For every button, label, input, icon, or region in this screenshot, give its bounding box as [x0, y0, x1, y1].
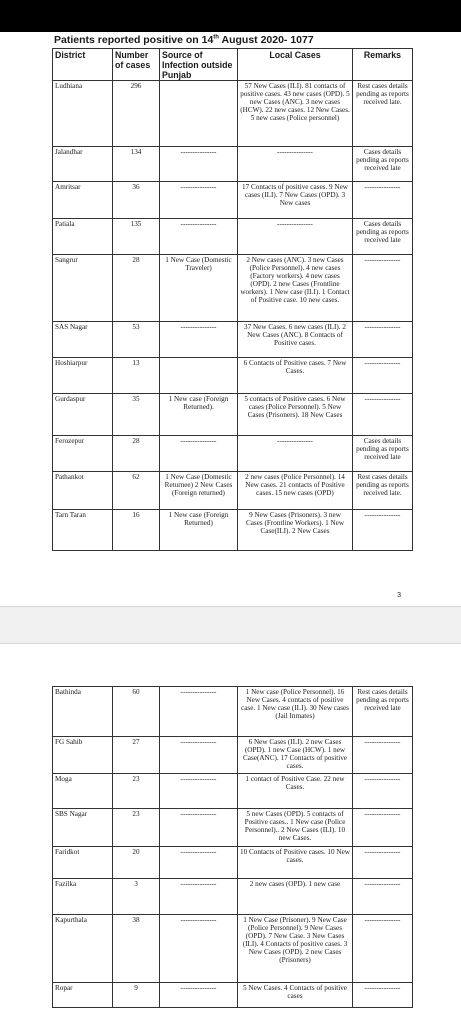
- cell-source: ---------------: [160, 879, 238, 915]
- table-row: [53, 81, 413, 147]
- cell-local: 1 New case (Police Personnel). 16 New Cases. 4 contacts of positive case. 1 New case (ILI). 30 New cases (Jail Inmates): [238, 687, 353, 737]
- cell-local: 2 new cases (OPD). 1 new case: [238, 879, 353, 915]
- table-row: [53, 436, 413, 472]
- cell-source: ---------------: [160, 322, 238, 358]
- cell-source: ---------------: [160, 737, 238, 774]
- cell-remarks: ---------------: [353, 809, 413, 847]
- table-body-page-4: [53, 687, 413, 1008]
- header-remarks: Remarks: [353, 49, 413, 81]
- cell-local: 6 Contacts of Positive cases. 7 New Cases.: [238, 358, 353, 394]
- cell-source: ---------------: [160, 847, 238, 879]
- cell-district: Pathankot: [53, 472, 113, 510]
- cell-local: 5 contacts of Positive cases. 6 New cases (Police Personnel). 5 New Cases (Prisoners). 18 New Cases: [238, 394, 353, 436]
- table-header-row: [53, 49, 413, 81]
- cell-source: 1 New Case (Domestic Returnee) 2 New Cases (Foreign returned): [160, 472, 238, 510]
- cell-remarks: Rest cases details pending as reports received late: [353, 687, 413, 737]
- cell-district: Ferozepur: [53, 436, 113, 472]
- header-source-of-infection: Source of Infection outside Punjab: [160, 49, 238, 81]
- cell-local: ---------------: [238, 219, 353, 255]
- cell-local: 2 new cases (Police Personnel). 14 New cases. 21 contacts of Positive cases. 15 new cases (OPD): [238, 472, 353, 510]
- cell-local: 6 New Cases (ILI). 2 new Cases (OPD). 1 new Case (HCW). 1 new Case(ANC). 17 Contacts of positive cases.: [238, 737, 353, 774]
- cell-source: [160, 81, 238, 147]
- cell-local: 2 New cases (ANC). 3 new Cases (Police Personnel). 4 new cases (Factory workers). 4 new cases (OPD). 2 new Cases (Frontline workers). 1 New case (ILI). 1 Contact of Positive case. 10 new cases.: [238, 255, 353, 322]
- cell-district: Sangrur: [53, 255, 113, 322]
- title-tail: August 2020- 1077: [218, 34, 314, 46]
- header-number-of-cases: Number of cases: [113, 49, 160, 81]
- cell-remarks: ---------------: [353, 847, 413, 879]
- cell-source: ---------------: [160, 182, 238, 219]
- cell-number: 16: [113, 510, 160, 551]
- cell-source: ---------------: [160, 983, 238, 1008]
- cell-number: 62: [113, 472, 160, 510]
- cell-number: 27: [113, 737, 160, 774]
- cell-source: ---------------: [160, 687, 238, 737]
- cell-number: 9: [113, 983, 160, 1008]
- cell-remarks: ---------------: [353, 737, 413, 774]
- title-text: Patients reported positive on 14: [54, 34, 214, 46]
- table-row: [53, 687, 413, 737]
- cases-table-page-4: [52, 686, 413, 1008]
- table-row: [53, 219, 413, 255]
- table-row: [53, 255, 413, 322]
- cell-district: Bathinda: [53, 687, 113, 737]
- cell-local: 37 New Cases. 6 new cases (ILI). 2 New Cases (ANC). 8 Contacts of Positive cases.: [238, 322, 353, 358]
- cell-local: ---------------: [238, 436, 353, 472]
- cell-number: 23: [113, 809, 160, 847]
- cell-district: Moga: [53, 774, 113, 809]
- header-district: District: [53, 49, 113, 81]
- header-local-cases: Local Cases: [238, 49, 353, 81]
- cell-source: ---------------: [160, 219, 238, 255]
- document-page-4: [0, 644, 461, 1024]
- cell-remarks: Rest cases details pending as reports received late.: [353, 81, 413, 147]
- cell-number: 20: [113, 847, 160, 879]
- table-row: [53, 358, 413, 394]
- cell-local: 5 new Cases (OPD). 5 contacts of Positive cases.. 1 New case (Police Personnel).. 2 New Cases (ILI). 10 new Cases.: [238, 809, 353, 847]
- cell-number: 3: [113, 879, 160, 915]
- cell-number: 28: [113, 436, 160, 472]
- page-separator: [0, 606, 461, 644]
- cell-remarks: Rest cases details pending as reports received late.: [353, 472, 413, 510]
- cell-number: 53: [113, 322, 160, 358]
- cell-local: 1 New Case (Prisoner). 9 New Case (Police Personnel). 9 New Cases (OPD). 7 New Case. 3 New Cases (ILI). 4 Contacts of positive cases. 3 New Cases (OPD). 2 new Cases (Prisoners): [238, 915, 353, 983]
- cell-source: ---------------: [160, 774, 238, 809]
- table-row: [53, 147, 413, 182]
- cell-source: ---------------: [160, 809, 238, 847]
- cell-remarks: ---------------: [353, 358, 413, 394]
- cell-remarks: Cases details pending as reports received late: [353, 436, 413, 472]
- cell-remarks: ---------------: [353, 915, 413, 983]
- cell-local: ---------------: [238, 147, 353, 182]
- cell-district: SBS Nagar: [53, 809, 113, 847]
- cell-district: Amritsar: [53, 182, 113, 219]
- cell-number: 135: [113, 219, 160, 255]
- cell-number: 23: [113, 774, 160, 809]
- table-row: [53, 322, 413, 358]
- cell-remarks: ---------------: [353, 322, 413, 358]
- table-row: [53, 472, 413, 510]
- cell-remarks: ---------------: [353, 182, 413, 219]
- table-row: [53, 774, 413, 809]
- cell-remarks: ---------------: [353, 394, 413, 436]
- cell-number: 38: [113, 915, 160, 983]
- cell-local: 5 New Cases. 4 Contacts of positive cases: [238, 983, 353, 1008]
- cell-district: Gurdaspur: [53, 394, 113, 436]
- cell-district: Patiala: [53, 219, 113, 255]
- document-page-3: [0, 32, 461, 606]
- cell-number: 28: [113, 255, 160, 322]
- table-row: [53, 847, 413, 879]
- page-number: 3: [397, 592, 401, 599]
- cell-source: 1 New Case (Domestic Traveler): [160, 255, 238, 322]
- cell-district: Fazilka: [53, 879, 113, 915]
- title-superscript: th: [213, 34, 219, 41]
- cell-local: 57 New Cases (ILI). 81 contacts of positive cases. 43 new cases (OPD). 5 new Cases (ANC). 3 new cases (HCW). 22 new cases. 12 New Cases. 5 new cases (Police personnel): [238, 81, 353, 147]
- cell-number: 36: [113, 182, 160, 219]
- cell-source: 1 New case (Foreign Returned): [160, 510, 238, 551]
- cell-source: ---------------: [160, 915, 238, 983]
- cell-district: Ropar: [53, 983, 113, 1008]
- table-row: [53, 510, 413, 551]
- table-row: [53, 182, 413, 219]
- cell-number: 134: [113, 147, 160, 182]
- cell-source: 1 New case (Foreign Returned).: [160, 394, 238, 436]
- table-row: [53, 983, 413, 1008]
- cell-number: 13: [113, 358, 160, 394]
- cell-remarks: ---------------: [353, 510, 413, 551]
- table-row: [53, 737, 413, 774]
- cell-district: FG Sahib: [53, 737, 113, 774]
- cell-number: 35: [113, 394, 160, 436]
- cell-source: [160, 358, 238, 394]
- cell-local: 10 Contacts of Positive cases. 10 New cases.: [238, 847, 353, 879]
- cell-remarks: ---------------: [353, 255, 413, 322]
- cell-remarks: Cases details pending as reports received late: [353, 219, 413, 255]
- table-row: [53, 915, 413, 983]
- cell-remarks: ---------------: [353, 774, 413, 809]
- top-black-bar: [0, 0, 461, 32]
- cell-number: 296: [113, 81, 160, 147]
- cell-district: SAS Nagar: [53, 322, 113, 358]
- cell-district: Tarn Taran: [53, 510, 113, 551]
- table-row: [53, 809, 413, 847]
- cell-district: Ludhiana: [53, 81, 113, 147]
- table-row: [53, 879, 413, 915]
- cell-district: Jalandhar: [53, 147, 113, 182]
- cell-source: ---------------: [160, 147, 238, 182]
- cell-district: Kapurthala: [53, 915, 113, 983]
- cell-remarks: ---------------: [353, 879, 413, 915]
- table-row: [53, 394, 413, 436]
- cell-remarks: Cases details pending as reports received late: [353, 147, 413, 182]
- cell-source: ---------------: [160, 436, 238, 472]
- cell-number: 60: [113, 687, 160, 737]
- cell-local: 17 Contacts of positive cases. 9 New cases (ILI). 7 New Cases (OPD). 3 New cases: [238, 182, 353, 219]
- cases-table-page-3: [52, 48, 413, 551]
- document-title: [54, 34, 414, 46]
- cell-district: Hoshiarpur: [53, 358, 113, 394]
- cell-remarks: ---------------: [353, 983, 413, 1008]
- cell-local: 1 contact of Positive Case. 22 new Cases.: [238, 774, 353, 809]
- table-body-page-3: [53, 81, 413, 551]
- cell-district: Faridkot: [53, 847, 113, 879]
- cell-local: 9 New Cases (Prisoners). 3 new Cases (Frontline Workers). 1 New Case(ILI). 2 New Cases: [238, 510, 353, 551]
